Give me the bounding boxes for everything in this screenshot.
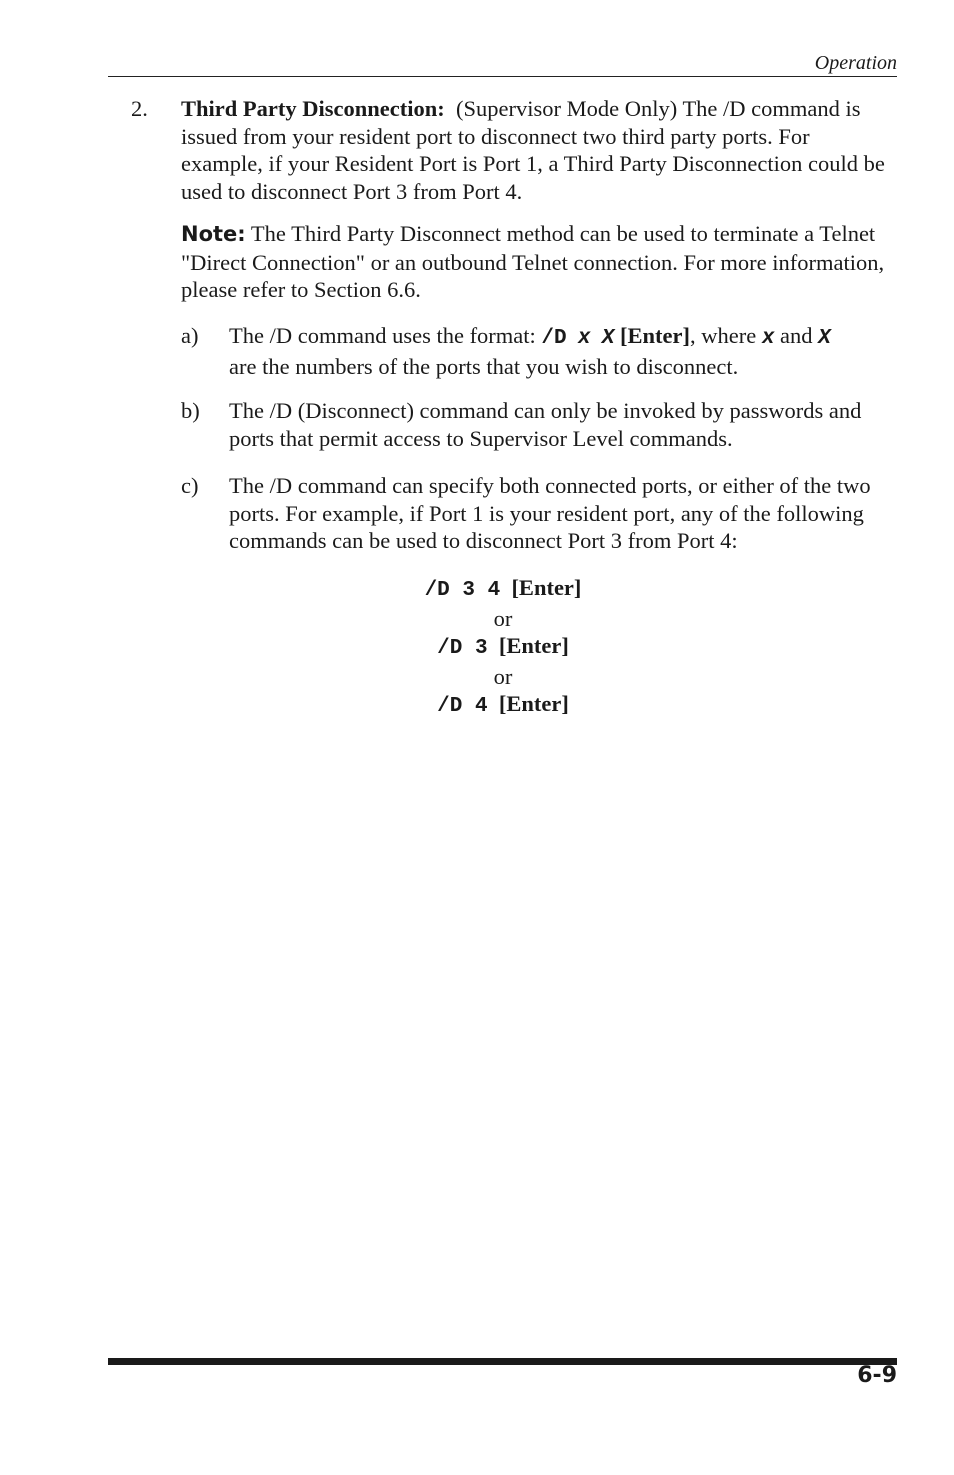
command-2-enter: [Enter] [498,633,569,659]
subitem-a-text-4: are the numbers of the ports that you wish to disconnect. [229,353,739,379]
item-paragraph [181,95,897,205]
where-var-X: X [818,327,831,350]
subitem-c-text: The /D command can specify both connected ports, or either of the two ports. For example, if Port 1 is your resident port, any of the following commands can be used to disconnect Port 3 from Port 4: [229,473,871,553]
item-body: (Supervisor Mode Only) The /D command is issued from your resident port to disconnect two third party ports. For example, if your Resident Port is Port 1, a Third Party Disconnection could be used to disconnect Port 3 from Port 4. [181,96,885,204]
command-examples [300,574,706,721]
subitem-b-marker: b) [181,398,200,423]
subitem-a-marker: a) [181,323,199,348]
subitem-c-marker: c) [181,473,199,498]
subitem-a-text-2: , where [689,323,762,348]
item-number: 2. [131,96,148,121]
page-number: 6-9 [857,1363,897,1388]
subitem-a-text-3: and [774,323,819,348]
command-3: /D 4 [437,695,488,719]
format-enter: [Enter] [619,323,690,348]
note-label: Note: [181,222,246,246]
footer-rule [108,1358,897,1365]
subitem-a-text [229,322,897,380]
where-var-x: x [761,327,775,350]
or-2: or [493,663,513,689]
command-example-3 [300,690,706,721]
command-example-2 [300,632,706,663]
command-1: /D 3 4 [424,579,501,602]
command-3-enter: [Enter] [498,691,569,717]
subitem-a-text-1: The /D command uses the format: [229,323,542,348]
format-var-x: x [577,327,591,350]
or-1: or [493,605,513,631]
command-1-enter: [Enter] [511,575,582,600]
header-rule [108,76,897,77]
command-example-1 [300,574,706,605]
format-command: /D [541,327,567,350]
command-2: /D 3 [437,637,488,661]
note-paragraph [181,220,897,304]
subitem-b-text: The /D (Disconnect) command can only be invoked by passwords and ports that permit access to Supervisor Level commands. [229,398,862,451]
item-title: Third Party Disconnection: [181,96,445,121]
note-text: The Third Party Disconnect method can be used to terminate a Telnet "Direct Connection" or an outbound Telnet connection. For more information, please refer to Section 6.6. [181,221,885,302]
format-var-X: X [601,327,615,350]
running-header: Operation [814,52,897,74]
